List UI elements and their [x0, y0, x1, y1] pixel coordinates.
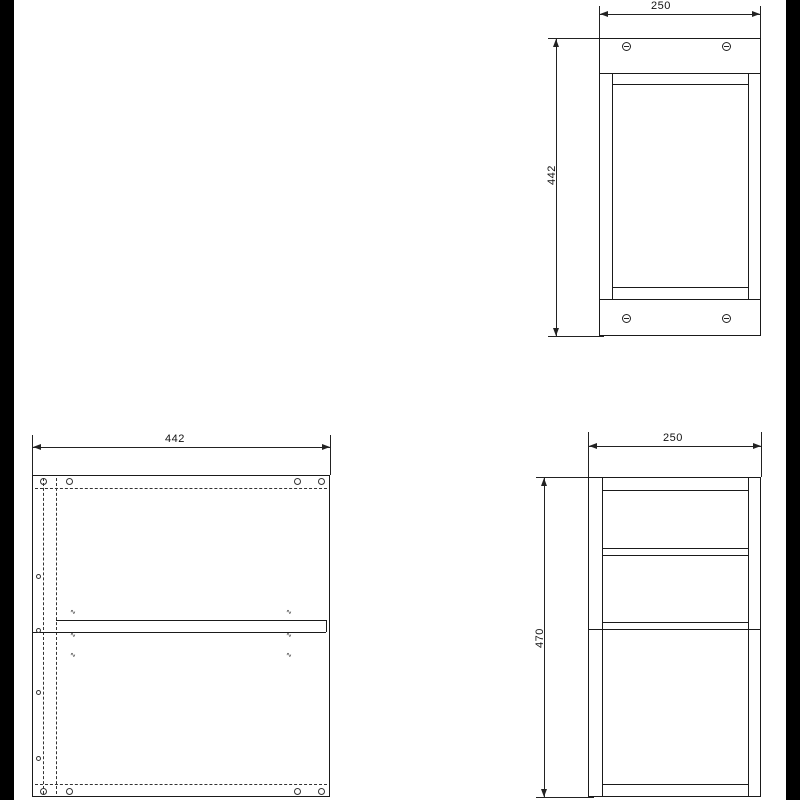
ext-line-side-right — [761, 432, 762, 477]
side-shelf-1-top — [602, 490, 748, 491]
side-left-stile — [602, 477, 603, 797]
view-plan — [0, 400, 400, 800]
plan-shelf-line-top — [56, 620, 326, 621]
dim-label-442-side: 442 — [546, 165, 558, 185]
arrow-up-470 — [541, 478, 547, 486]
side-bottom-rail — [602, 784, 748, 785]
arrow-left-442-plan — [33, 444, 41, 450]
plan-dowel-tl-1 — [40, 478, 47, 485]
dim-label-250-top: 250 — [651, 0, 671, 12]
dim-line-side-250 — [588, 446, 761, 447]
plan-dowel-bl-2 — [66, 788, 73, 795]
plan-pin-left-mid-2 — [36, 628, 41, 633]
plan-bottom-rail-dashed — [35, 784, 327, 785]
ext-line-side-left — [588, 432, 589, 477]
plan-tick-b: ∿ — [70, 632, 76, 639]
arrow-left-250-bottom — [589, 443, 597, 449]
front-top-rail-line — [599, 73, 761, 74]
arrow-left-250-top — [600, 11, 608, 17]
side-shelf-1-bottom — [602, 548, 748, 549]
arrow-down-442 — [553, 328, 559, 336]
plan-tick-a: ∿ — [70, 609, 76, 616]
dim-label-442-plan: 442 — [165, 433, 185, 445]
cam-lock-top-right-icon — [722, 42, 731, 51]
plan-tick-f: ∿ — [286, 652, 292, 659]
dim-line-width-250 — [599, 14, 760, 15]
cam-lock-bottom-right-icon — [722, 314, 731, 323]
ext-line-plan-left — [32, 435, 33, 475]
cam-lock-bottom-left-icon — [622, 314, 631, 323]
dim-line-plan-442 — [32, 447, 330, 448]
arrow-right-442-plan — [322, 444, 330, 450]
side-shelf-3-top — [588, 629, 761, 630]
arrow-up-442 — [553, 39, 559, 47]
cam-lock-top-left-icon — [622, 42, 631, 51]
dim-label-470-side: 470 — [534, 628, 546, 648]
front-inner-panel — [612, 84, 749, 288]
plan-dowel-tr-2 — [318, 478, 325, 485]
plan-tick-d: ∿ — [286, 609, 292, 616]
plan-dowel-tr-1 — [294, 478, 301, 485]
plan-left-panel-dashed-a — [43, 478, 44, 794]
plan-dowel-br-2 — [318, 788, 325, 795]
side-right-stile — [748, 477, 749, 797]
arrow-down-470 — [541, 789, 547, 797]
dim-label-250-bottom: 250 — [663, 432, 683, 444]
plan-shelf-line-bottom — [32, 632, 326, 633]
arrow-right-250-top — [752, 11, 760, 17]
dim-line-height-442 — [556, 38, 557, 336]
plan-tick-e: ∿ — [286, 632, 292, 639]
plan-pin-left-mid-1 — [36, 574, 41, 579]
ext-line-top-right — [760, 6, 761, 38]
plan-pin-left-mid-4 — [36, 756, 41, 761]
plan-tick-c: ∿ — [70, 652, 76, 659]
plan-pin-left-mid-3 — [36, 690, 41, 695]
plan-dowel-tl-2 — [66, 478, 73, 485]
ext-line-plan-right — [330, 435, 331, 475]
side-shelf-2-top — [602, 555, 748, 556]
ext-line-left-bottom — [548, 336, 604, 337]
view-side-elevation — [400, 400, 800, 800]
side-outline — [588, 477, 761, 797]
side-shelf-2-bottom — [602, 622, 748, 623]
plan-dowel-bl-1 — [40, 788, 47, 795]
front-bottom-rail-line — [599, 299, 761, 300]
plan-shelf-edge-right — [326, 620, 327, 632]
ext-line-side-bottom — [536, 797, 594, 798]
plan-top-rail-dashed — [35, 488, 327, 489]
arrow-right-250-bottom — [753, 443, 761, 449]
plan-left-panel-dashed-b — [56, 478, 57, 794]
plan-dowel-br-1 — [294, 788, 301, 795]
